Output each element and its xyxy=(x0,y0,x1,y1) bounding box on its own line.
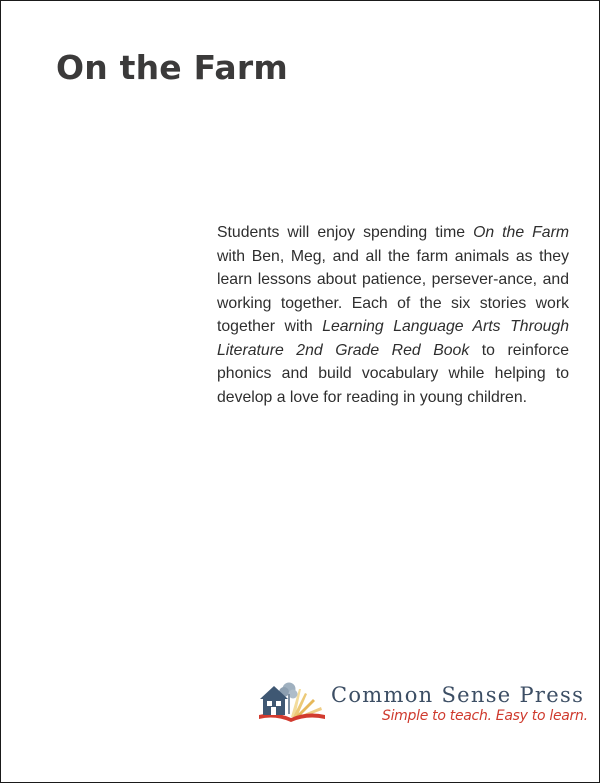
description-italic-book: Learning Language Arts Through Literature 2nd Grade Red Book xyxy=(217,318,569,359)
publisher-name: Common Sense Press xyxy=(331,683,585,707)
description-text-2: with Ben, Meg, and all the farm animals as they learn lessons about patience, persever-ance, and working together. Each of the six stories work together with xyxy=(217,247,569,335)
house-book-logo-icon xyxy=(255,677,331,727)
book-description xyxy=(217,221,569,409)
publisher-logo xyxy=(255,677,588,727)
description-italic-title: On the Farm xyxy=(473,224,569,241)
page-title: On the Farm xyxy=(56,48,288,87)
description-text-3: to reinforce phonics and build vocabulary while helping to develop a love for reading in young children. xyxy=(217,341,569,406)
publisher-tagline: Simple to teach. Easy to learn. xyxy=(382,708,588,724)
description-text-1: Students will enjoy spending time xyxy=(217,224,474,241)
